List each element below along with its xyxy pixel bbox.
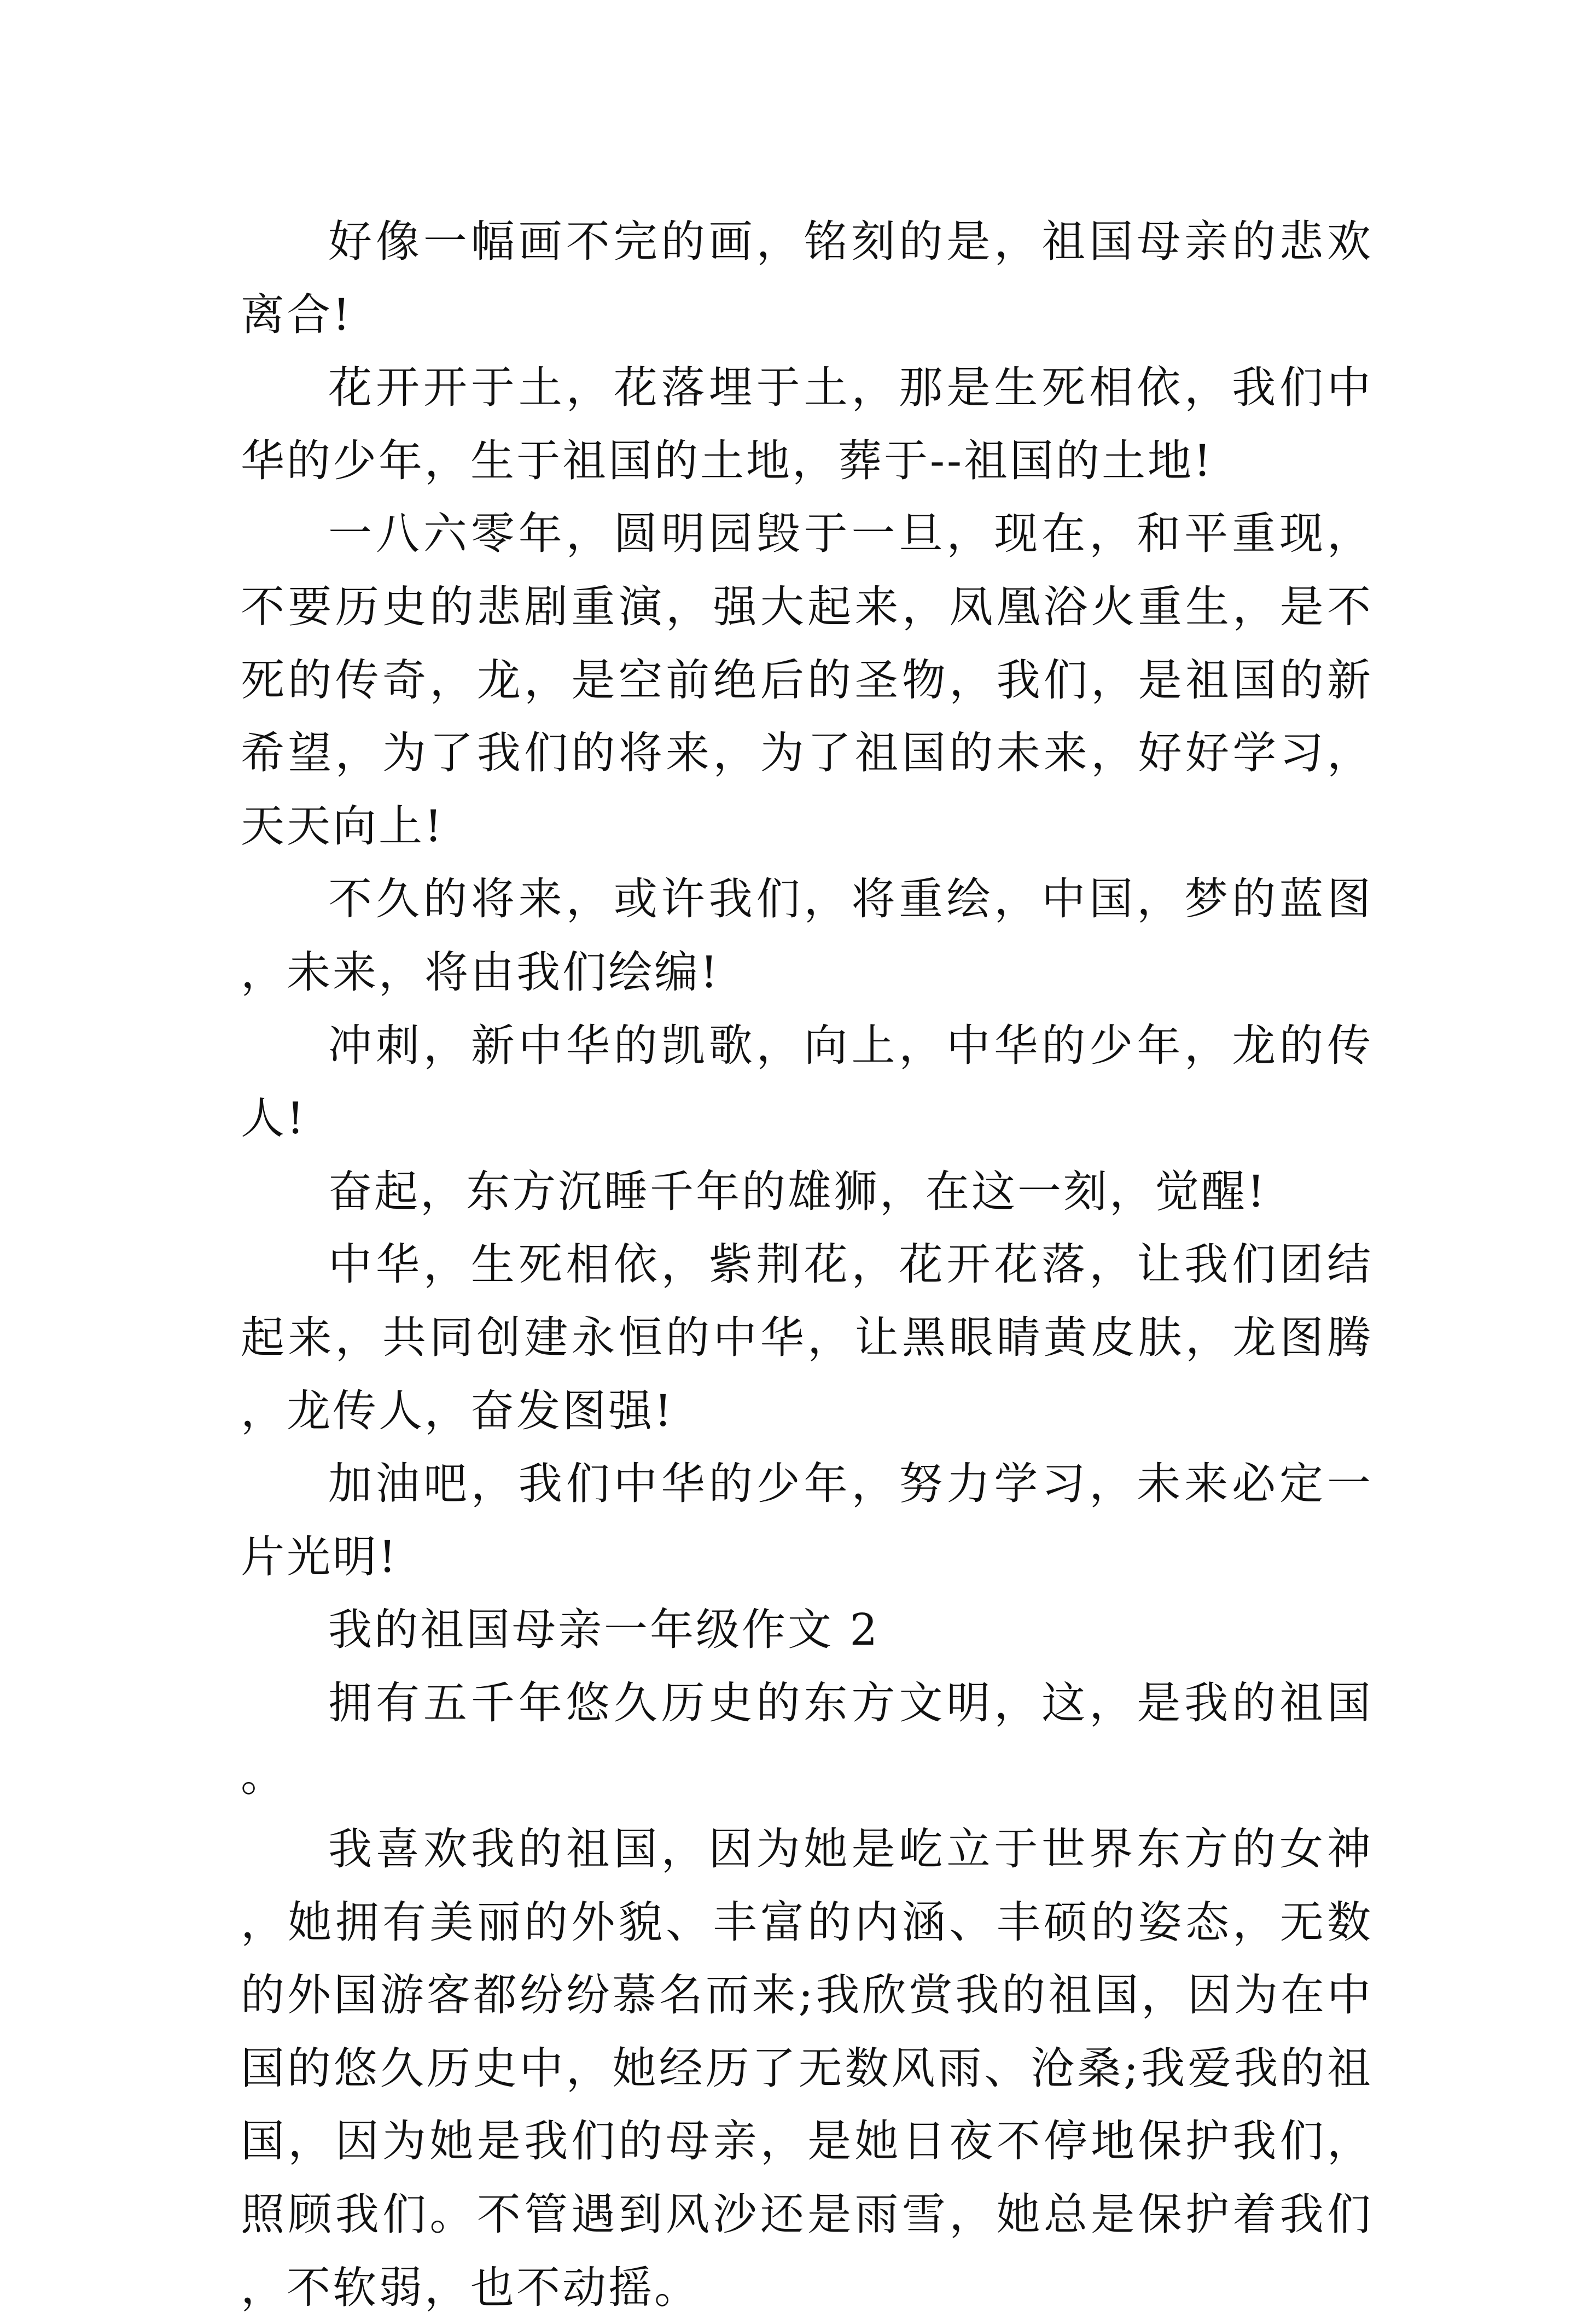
paragraph: 花开开于土，花落埋于土，那是生死相依，我们中华的少年，生于祖国的土地，葬于--祖国的土地! — [241, 362, 1373, 486]
paragraph: 一八六零年，圆明园毁于一旦，现在，和平重现，不要历史的悲剧重演，强大起来，凤凰浴火重生，是不死的传奇，龙，是空前绝后的圣物，我们，是祖国的新希望，为了我们的将来，为了祖国的未来，好好学习，天天向上! — [241, 508, 1373, 852]
paragraph: 拥有五千年悠久历史的东方文明，这，是我的祖国。 — [241, 1677, 1373, 1802]
paragraph: 冲刺，新中华的凯歌，向上，中华的少年，龙的传人! — [241, 1020, 1373, 1144]
paragraph: 我喜欢我的祖国，因为她是屹立于世界东方的女神，她拥有美丽的外貌、丰富的内涵、丰硕的姿态，无数的外国游客都纷纷慕名而来;我欣赏我的祖国，因为在中国的悠久历史中，她经历了无数风雨、沧桑;我爱我的祖国，因为她是我们的母亲，是她日夜不停地保护我们，照顾我们。不管遇到风沙还是雨雪，她总是保护着我们，不软弱，也不动摇。 — [241, 1824, 1373, 2313]
paragraph: 加油吧，我们中华的少年，努力学习，未来必定一片光明! — [241, 1458, 1373, 1582]
paragraph: 中华，生死相依，紫荆花，花开花落，让我们团结起来，共同创建永恒的中华，让黑眼睛黄皮肤，龙图腾，龙传人，奋发图强! — [241, 1239, 1373, 1436]
paragraph: 好像一幅画不完的画，铭刻的是，祖国母亲的悲欢离合! — [241, 216, 1373, 340]
paragraph: 奋起，东方沉睡千年的雄狮，在这一刻，觉醒! — [328, 1166, 1267, 1217]
document-body — [241, 205, 1373, 2324]
section-title: 我的祖国母亲一年级作文 2 — [328, 1604, 880, 1656]
paragraph: 不久的将来，或许我们，将重绘，中国，梦的蓝图，未来，将由我们绘编! — [241, 873, 1373, 998]
